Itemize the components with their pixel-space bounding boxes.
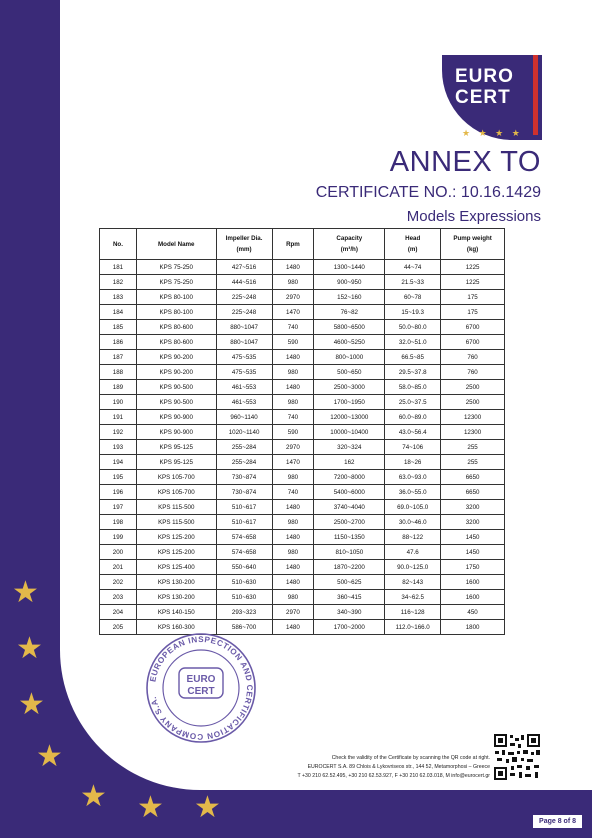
table-header-cell xyxy=(314,229,385,260)
header-unit: (mm) xyxy=(236,246,252,253)
table-cell: 510~630 xyxy=(216,590,272,605)
table-cell: 1870~2200 xyxy=(314,560,385,575)
table-cell: KPS 90-900 xyxy=(136,410,216,425)
table-cell: 188 xyxy=(100,365,137,380)
table-row xyxy=(100,545,505,560)
header-unit: (m³/h) xyxy=(340,246,358,253)
table-cell: 34~62.5 xyxy=(385,590,441,605)
logo-stars: ★ ★ ★ ★ xyxy=(462,128,523,138)
header-unit: (m) xyxy=(407,246,418,253)
table-cell: 116~128 xyxy=(385,605,441,620)
table-cell: KPS 105-700 xyxy=(136,470,216,485)
table-cell: KPS 90-500 xyxy=(136,380,216,395)
table-cell: 510~617 xyxy=(216,515,272,530)
table-cell: 1225 xyxy=(441,260,505,275)
table-cell: 194 xyxy=(100,455,137,470)
table-row xyxy=(100,410,505,425)
table-cell: 15~19.3 xyxy=(385,305,441,320)
table-cell: 960~1140 xyxy=(216,410,272,425)
table-row xyxy=(100,380,505,395)
table-cell: KPS 140-150 xyxy=(136,605,216,620)
table-cell: 730~874 xyxy=(216,470,272,485)
table-cell: 175 xyxy=(441,290,505,305)
table-cell: 1480 xyxy=(272,530,314,545)
header-label: Impeller Dia. xyxy=(225,235,263,242)
table-cell: 195 xyxy=(100,470,137,485)
header-label: Rpm xyxy=(286,240,300,248)
table-cell: 1480 xyxy=(272,575,314,590)
table-cell: 1480 xyxy=(272,380,314,395)
header-label: Model Name xyxy=(158,240,195,248)
table-cell: 2970 xyxy=(272,290,314,305)
table-cell: KPS 160-300 xyxy=(136,620,216,635)
table-cell: KPS 75-250 xyxy=(136,260,216,275)
table-cell: 1800 xyxy=(441,620,505,635)
table-cell: 193 xyxy=(100,440,137,455)
table-cell: 1225 xyxy=(441,275,505,290)
table-cell: 810~1050 xyxy=(314,545,385,560)
header-label: Capacity xyxy=(336,235,363,242)
table-cell: 1300~1440 xyxy=(314,260,385,275)
table-cell: KPS 90-200 xyxy=(136,350,216,365)
table-cell: 18~26 xyxy=(385,455,441,470)
company-stamp-icon xyxy=(137,632,265,744)
table-cell: 2970 xyxy=(272,440,314,455)
header-label: Pump weight xyxy=(453,235,492,242)
table-header-cell xyxy=(216,229,272,260)
table-cell: 5800~6500 xyxy=(314,320,385,335)
table-cell: 586~700 xyxy=(216,620,272,635)
table-cell: 510~630 xyxy=(216,575,272,590)
table-cell: 162 xyxy=(314,455,385,470)
table-cell: 204 xyxy=(100,605,137,620)
table-cell: 1470 xyxy=(272,455,314,470)
star-icon: ★ xyxy=(12,576,39,609)
table-cell: 200 xyxy=(100,545,137,560)
table-cell: 29.5~37.8 xyxy=(385,365,441,380)
table-row xyxy=(100,560,505,575)
table-cell: 1470 xyxy=(272,305,314,320)
table-cell: 740 xyxy=(272,485,314,500)
star-icon: ★ xyxy=(194,791,221,824)
table-cell: 189 xyxy=(100,380,137,395)
table-row xyxy=(100,485,505,500)
table-cell: 197 xyxy=(100,500,137,515)
header-unit: (kg) xyxy=(466,246,479,253)
table-cell: 88~122 xyxy=(385,530,441,545)
table-cell: 201 xyxy=(100,560,137,575)
table-cell: 880~1047 xyxy=(216,320,272,335)
table-cell: 1480 xyxy=(272,620,314,635)
page-title: ANNEX TO xyxy=(389,146,541,178)
table-row xyxy=(100,530,505,545)
table-cell: 444~516 xyxy=(216,275,272,290)
table-cell: KPS 90-900 xyxy=(136,425,216,440)
table-cell: 255~284 xyxy=(216,455,272,470)
table-header-cell xyxy=(385,229,441,260)
page-number-label: Page 8 of 8 xyxy=(533,815,582,828)
table-cell: 255 xyxy=(441,440,505,455)
logo-line-2: CERT xyxy=(455,87,511,108)
logo-accent-bar xyxy=(533,55,538,135)
table-row xyxy=(100,500,505,515)
table-cell: 760 xyxy=(441,350,505,365)
stamp-center-line-1: EURO xyxy=(186,674,216,685)
table-cell: 202 xyxy=(100,575,137,590)
certificate-number: CERTIFICATE NO.: 10.16.1429 xyxy=(315,184,541,201)
table-row xyxy=(100,290,505,305)
table-cell: 900~950 xyxy=(314,275,385,290)
table-cell: 198 xyxy=(100,515,137,530)
table-cell: 475~535 xyxy=(216,365,272,380)
table-cell: KPS 95-125 xyxy=(136,440,216,455)
table-cell: KPS 90-500 xyxy=(136,395,216,410)
table-cell: 203 xyxy=(100,590,137,605)
table-cell: 1020~1140 xyxy=(216,425,272,440)
table-cell: KPS 95-125 xyxy=(136,455,216,470)
table-cell: 760 xyxy=(441,365,505,380)
table-cell: 730~874 xyxy=(216,485,272,500)
table-cell: KPS 125-200 xyxy=(136,545,216,560)
table-cell: 44~74 xyxy=(385,260,441,275)
star-icon: ★ xyxy=(137,791,164,824)
table-row xyxy=(100,395,505,410)
table-cell: 880~1047 xyxy=(216,335,272,350)
table-cell: 255 xyxy=(441,455,505,470)
table-cell: 66.5~85 xyxy=(385,350,441,365)
table-cell: 192 xyxy=(100,425,137,440)
table-cell: 1450 xyxy=(441,530,505,545)
table-header-cell xyxy=(100,229,137,260)
table-cell: 1150~1350 xyxy=(314,530,385,545)
table-cell: 500~650 xyxy=(314,365,385,380)
table-row xyxy=(100,425,505,440)
table-row xyxy=(100,260,505,275)
table-cell: 6650 xyxy=(441,470,505,485)
table-cell: 152~160 xyxy=(314,290,385,305)
table-cell: 50.0~80.0 xyxy=(385,320,441,335)
table-row xyxy=(100,365,505,380)
header-label: Head xyxy=(405,235,421,242)
table-cell: 182 xyxy=(100,275,137,290)
footer-contact xyxy=(240,754,490,781)
table-cell: 184 xyxy=(100,305,137,320)
table-cell: 82~143 xyxy=(385,575,441,590)
table-cell: KPS 105-700 xyxy=(136,485,216,500)
table-row xyxy=(100,515,505,530)
table-cell: 190 xyxy=(100,395,137,410)
table-cell: 980 xyxy=(272,590,314,605)
table-cell: 74~106 xyxy=(385,440,441,455)
table-cell: 1480 xyxy=(272,500,314,515)
table-cell: 1480 xyxy=(272,560,314,575)
table-cell: KPS 90-200 xyxy=(136,365,216,380)
table-cell: 58.0~85.0 xyxy=(385,380,441,395)
table-cell: 10000~10400 xyxy=(314,425,385,440)
table-cell: 980 xyxy=(272,515,314,530)
table-row xyxy=(100,350,505,365)
table-cell: 2500~3000 xyxy=(314,380,385,395)
table-header-row xyxy=(100,229,505,260)
table-cell: 36.0~55.0 xyxy=(385,485,441,500)
table-cell: 112.0~166.0 xyxy=(385,620,441,635)
table-cell: 25.0~37.5 xyxy=(385,395,441,410)
star-icon: ★ xyxy=(80,780,107,813)
table-cell: 6650 xyxy=(441,485,505,500)
stamp-ring-text: EUROPEAN INSPECTION AND CERTIFICATION COMPANY S.A. xyxy=(148,634,255,742)
table-cell: 1600 xyxy=(441,575,505,590)
table-cell: 6700 xyxy=(441,320,505,335)
table-cell: 225~248 xyxy=(216,290,272,305)
table-row xyxy=(100,305,505,320)
table-cell: 590 xyxy=(272,335,314,350)
table-cell: 175 xyxy=(441,305,505,320)
table-cell: 12300 xyxy=(441,410,505,425)
table-cell: 1450 xyxy=(441,545,505,560)
table-cell: 183 xyxy=(100,290,137,305)
stamp-center-line-2: CERT xyxy=(187,686,215,697)
table-cell: KPS 125-400 xyxy=(136,560,216,575)
table-cell: 60.0~89.0 xyxy=(385,410,441,425)
table-cell: 2500~2700 xyxy=(314,515,385,530)
table-cell: 90.0~125.0 xyxy=(385,560,441,575)
table-cell: 2500 xyxy=(441,380,505,395)
table-cell: 186 xyxy=(100,335,137,350)
table-cell: 340~390 xyxy=(314,605,385,620)
star-icon: ★ xyxy=(18,688,45,721)
table-cell: 32.0~51.0 xyxy=(385,335,441,350)
table-row xyxy=(100,605,505,620)
table-cell: 574~658 xyxy=(216,530,272,545)
table-header-cell xyxy=(136,229,216,260)
table-cell: 574~658 xyxy=(216,545,272,560)
table-row xyxy=(100,275,505,290)
table-cell: 360~415 xyxy=(314,590,385,605)
table-row xyxy=(100,590,505,605)
logo-line-1: EURO xyxy=(455,66,514,87)
section-subtitle: Models Expressions xyxy=(406,208,541,225)
table-cell: 6700 xyxy=(441,335,505,350)
table-cell: 199 xyxy=(100,530,137,545)
table-cell: 4600~5250 xyxy=(314,335,385,350)
table-row xyxy=(100,455,505,470)
table-cell: 225~248 xyxy=(216,305,272,320)
table-cell: 980 xyxy=(272,275,314,290)
table-cell: 255~284 xyxy=(216,440,272,455)
table-cell: 196 xyxy=(100,485,137,500)
table-cell: KPS 80-100 xyxy=(136,305,216,320)
table-cell: KPS 80-600 xyxy=(136,335,216,350)
table-cell: 3740~4040 xyxy=(314,500,385,515)
footer-line-2: EUROCERT S.A. 89 Chlois & Lykovriseos str., 144 52, Metamorphosi – Greece xyxy=(307,764,490,770)
footer-line-3: T +30 210 62.52.495, +30 210 62.53.927, F +30 210 62.03.018, M info@eurocert.gr xyxy=(297,773,490,779)
table-cell: 7200~8000 xyxy=(314,470,385,485)
star-icon: ★ xyxy=(16,632,43,665)
table-row xyxy=(100,575,505,590)
table-row xyxy=(100,470,505,485)
table-cell: 550~640 xyxy=(216,560,272,575)
table-cell: KPS 115-500 xyxy=(136,500,216,515)
table-cell: 980 xyxy=(272,365,314,380)
logo-text xyxy=(455,66,514,108)
table-cell: KPS 80-100 xyxy=(136,290,216,305)
table-cell: 1480 xyxy=(272,260,314,275)
table-cell: 293~323 xyxy=(216,605,272,620)
table-cell: 1700~2000 xyxy=(314,620,385,635)
qr-code-icon[interactable] xyxy=(493,733,541,781)
table-header-cell xyxy=(441,229,505,260)
table-cell: 187 xyxy=(100,350,137,365)
table-cell: 30.0~46.0 xyxy=(385,515,441,530)
table-cell: 740 xyxy=(272,320,314,335)
table-cell: 5400~6000 xyxy=(314,485,385,500)
table-cell: 60~78 xyxy=(385,290,441,305)
table-cell: 63.0~93.0 xyxy=(385,470,441,485)
table-cell: 1480 xyxy=(272,350,314,365)
table-cell: 800~1000 xyxy=(314,350,385,365)
models-table xyxy=(99,228,505,635)
table-cell: KPS 75-250 xyxy=(136,275,216,290)
table-cell: 980 xyxy=(272,470,314,485)
table-row xyxy=(100,335,505,350)
table-header-cell xyxy=(272,229,314,260)
table-cell: 47.6 xyxy=(385,545,441,560)
table-cell: 12000~13000 xyxy=(314,410,385,425)
table-cell: 980 xyxy=(272,395,314,410)
table-cell: 427~516 xyxy=(216,260,272,275)
table-cell: 3200 xyxy=(441,515,505,530)
table-cell: 191 xyxy=(100,410,137,425)
table-cell: 1600 xyxy=(441,590,505,605)
table-row xyxy=(100,320,505,335)
table-cell: 980 xyxy=(272,545,314,560)
table-cell: 475~535 xyxy=(216,350,272,365)
table-cell: 76~82 xyxy=(314,305,385,320)
table-row xyxy=(100,440,505,455)
table-cell: 510~617 xyxy=(216,500,272,515)
table-cell: 181 xyxy=(100,260,137,275)
table-cell: 1750 xyxy=(441,560,505,575)
table-cell: 500~625 xyxy=(314,575,385,590)
table-cell: KPS 130-200 xyxy=(136,575,216,590)
table-cell: 450 xyxy=(441,605,505,620)
table-cell: 2500 xyxy=(441,395,505,410)
table-cell: KPS 80-600 xyxy=(136,320,216,335)
table-cell: 3200 xyxy=(441,500,505,515)
footer-line-1: Check the validity of the Certificate by scanning the QR code at right. xyxy=(331,755,490,761)
header-label: No. xyxy=(112,240,123,248)
table-cell: 43.0~56.4 xyxy=(385,425,441,440)
table-cell: 205 xyxy=(100,620,137,635)
table-cell: KPS 125-200 xyxy=(136,530,216,545)
table-cell: 320~324 xyxy=(314,440,385,455)
table-cell: 2970 xyxy=(272,605,314,620)
table-cell: 12300 xyxy=(441,425,505,440)
table-cell: 461~553 xyxy=(216,380,272,395)
table-cell: 69.0~105.0 xyxy=(385,500,441,515)
star-icon: ★ xyxy=(36,740,63,773)
table-cell: 21.5~33 xyxy=(385,275,441,290)
table-cell: 590 xyxy=(272,425,314,440)
table-cell: KPS 130-200 xyxy=(136,590,216,605)
table-cell: 740 xyxy=(272,410,314,425)
table-cell: 185 xyxy=(100,320,137,335)
table-cell: 1700~1950 xyxy=(314,395,385,410)
table-cell: KPS 115-500 xyxy=(136,515,216,530)
table-cell: 461~553 xyxy=(216,395,272,410)
